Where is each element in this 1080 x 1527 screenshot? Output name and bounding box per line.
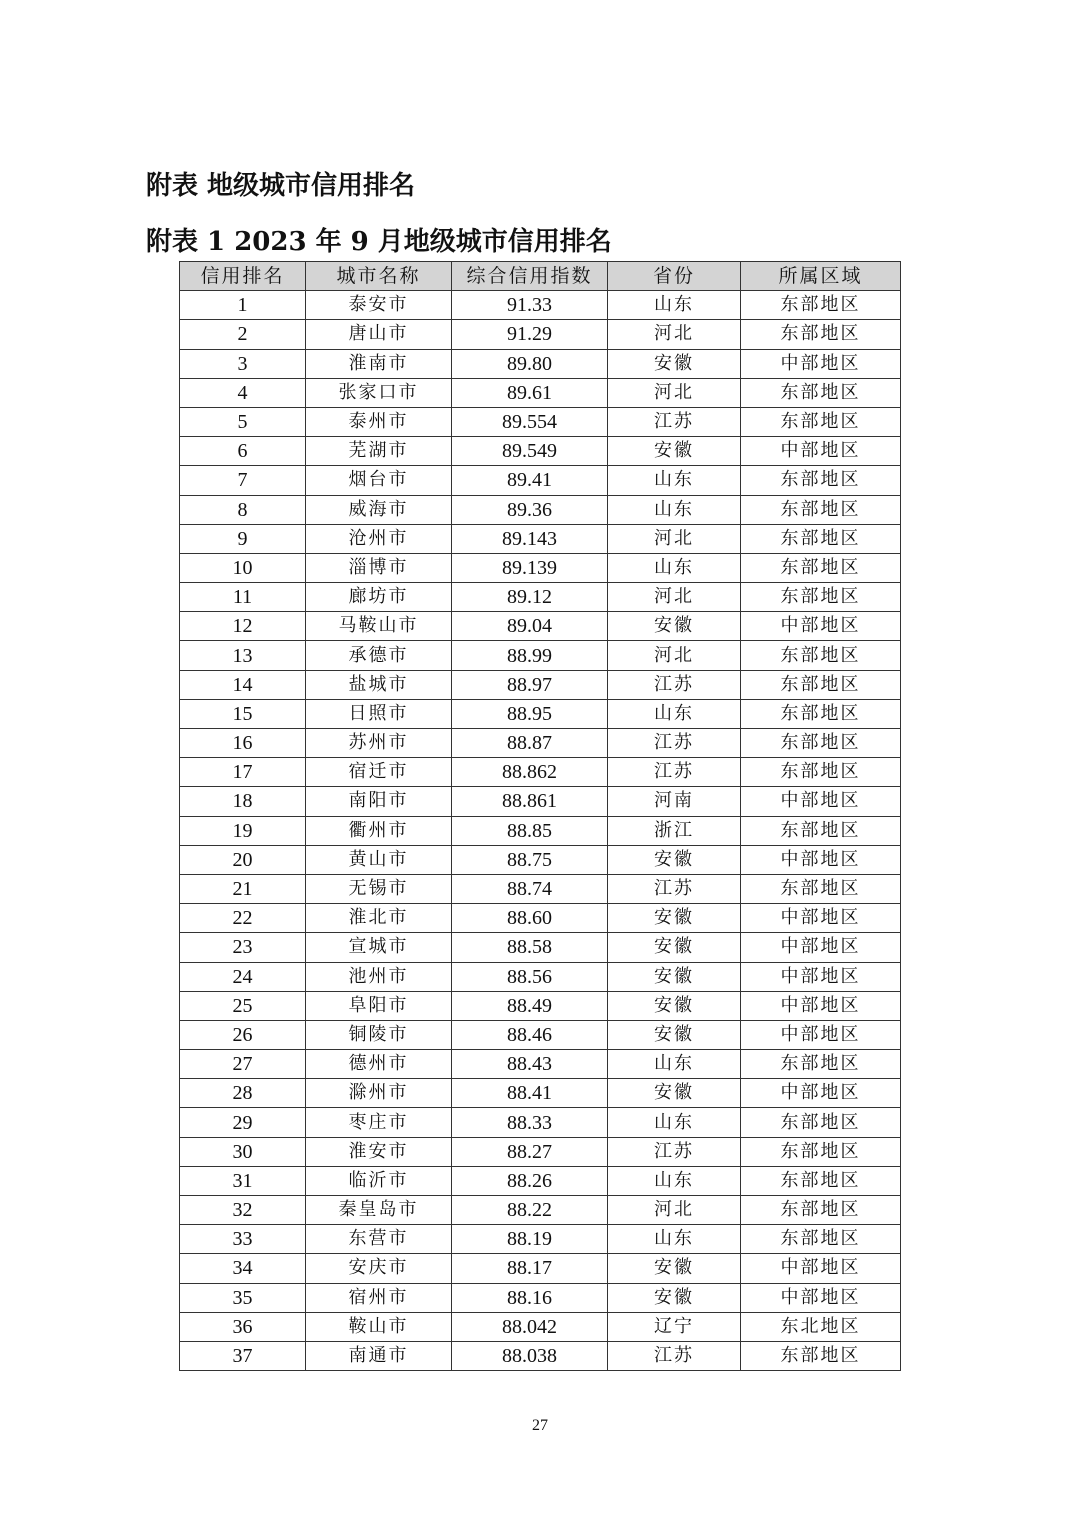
cell-rank: 4 <box>180 378 306 407</box>
cell-rank: 37 <box>180 1341 306 1370</box>
table-header-row <box>180 262 901 291</box>
cell-province: 江苏 <box>608 874 741 903</box>
cell-region: 东部地区 <box>741 1166 901 1195</box>
cell-city: 张家口市 <box>306 378 452 407</box>
cell-province: 江苏 <box>608 670 741 699</box>
cell-region: 中部地区 <box>741 1079 901 1108</box>
cell-rank: 26 <box>180 1020 306 1049</box>
table-row <box>180 962 901 991</box>
cell-index: 89.143 <box>452 524 608 553</box>
cell-province: 安徽 <box>608 1079 741 1108</box>
cell-province: 安徽 <box>608 349 741 378</box>
cell-city: 德州市 <box>306 1050 452 1079</box>
cell-province: 江苏 <box>608 1137 741 1166</box>
cell-city: 南通市 <box>306 1341 452 1370</box>
table-row <box>180 845 901 874</box>
table-row <box>180 699 901 728</box>
header-province: 省份 <box>608 262 741 291</box>
cell-rank: 30 <box>180 1137 306 1166</box>
cell-city: 南阳市 <box>306 787 452 816</box>
cell-index: 88.43 <box>452 1050 608 1079</box>
cell-region: 东部地区 <box>741 583 901 612</box>
cell-index: 88.87 <box>452 729 608 758</box>
cell-index: 88.74 <box>452 874 608 903</box>
cell-index: 88.22 <box>452 1196 608 1225</box>
table-row <box>180 1225 901 1254</box>
cell-city: 承德市 <box>306 641 452 670</box>
cell-index: 88.49 <box>452 991 608 1020</box>
table-row <box>180 524 901 553</box>
cell-index: 88.95 <box>452 699 608 728</box>
cell-province: 河北 <box>608 524 741 553</box>
cell-region: 东部地区 <box>741 291 901 320</box>
appendix-title: 附表 地级城市信用排名 <box>146 171 416 201</box>
cell-region: 中部地区 <box>741 1020 901 1049</box>
table-row <box>180 1020 901 1049</box>
cell-province: 江苏 <box>608 1341 741 1370</box>
cell-index: 89.80 <box>452 349 608 378</box>
cell-city: 宣城市 <box>306 933 452 962</box>
cell-city: 马鞍山市 <box>306 612 452 641</box>
cell-region: 东部地区 <box>741 1137 901 1166</box>
cell-rank: 10 <box>180 553 306 582</box>
cell-city: 廊坊市 <box>306 583 452 612</box>
table-row <box>180 670 901 699</box>
cell-rank: 20 <box>180 845 306 874</box>
table-row <box>180 1137 901 1166</box>
cell-province: 山东 <box>608 1108 741 1137</box>
cell-index: 88.862 <box>452 758 608 787</box>
table-row <box>180 1079 901 1108</box>
table-row <box>180 1196 901 1225</box>
cell-region: 中部地区 <box>741 904 901 933</box>
cell-rank: 18 <box>180 787 306 816</box>
table-row <box>180 437 901 466</box>
cell-index: 88.042 <box>452 1312 608 1341</box>
cell-province: 江苏 <box>608 729 741 758</box>
cell-city: 铜陵市 <box>306 1020 452 1049</box>
table-row <box>180 991 901 1020</box>
cell-city: 秦皇岛市 <box>306 1196 452 1225</box>
cell-rank: 32 <box>180 1196 306 1225</box>
cell-region: 中部地区 <box>741 612 901 641</box>
cell-rank: 15 <box>180 699 306 728</box>
cell-index: 89.554 <box>452 407 608 436</box>
page-number: 27 <box>532 1417 548 1434</box>
table-row <box>180 1283 901 1312</box>
table-row <box>180 612 901 641</box>
cell-city: 烟台市 <box>306 466 452 495</box>
cell-rank: 31 <box>180 1166 306 1195</box>
cell-rank: 3 <box>180 349 306 378</box>
cell-index: 88.27 <box>452 1137 608 1166</box>
cell-region: 中部地区 <box>741 962 901 991</box>
cell-index: 89.139 <box>452 553 608 582</box>
cell-region: 东部地区 <box>741 641 901 670</box>
cell-rank: 34 <box>180 1254 306 1283</box>
cell-rank: 11 <box>180 583 306 612</box>
table-row <box>180 291 901 320</box>
cell-city: 池州市 <box>306 962 452 991</box>
cell-region: 东北地区 <box>741 1312 901 1341</box>
header-city: 城市名称 <box>306 262 452 291</box>
cell-index: 88.85 <box>452 816 608 845</box>
cell-city: 鞍山市 <box>306 1312 452 1341</box>
cell-region: 东部地区 <box>741 1225 901 1254</box>
cell-region: 东部地区 <box>741 466 901 495</box>
cell-rank: 9 <box>180 524 306 553</box>
cell-region: 东部地区 <box>741 524 901 553</box>
cell-region: 东部地区 <box>741 699 901 728</box>
cell-city: 淮北市 <box>306 904 452 933</box>
cell-region: 中部地区 <box>741 845 901 874</box>
cell-rank: 8 <box>180 495 306 524</box>
cell-province: 安徽 <box>608 933 741 962</box>
cell-province: 山东 <box>608 495 741 524</box>
cell-province: 安徽 <box>608 991 741 1020</box>
cell-rank: 28 <box>180 1079 306 1108</box>
table-row <box>180 495 901 524</box>
cell-province: 安徽 <box>608 962 741 991</box>
cell-province: 山东 <box>608 1225 741 1254</box>
cell-rank: 14 <box>180 670 306 699</box>
cell-province: 江苏 <box>608 758 741 787</box>
cell-region: 东部地区 <box>741 553 901 582</box>
cell-rank: 24 <box>180 962 306 991</box>
cell-index: 88.16 <box>452 1283 608 1312</box>
cell-province: 安徽 <box>608 1020 741 1049</box>
table-row <box>180 1254 901 1283</box>
table-row <box>180 1166 901 1195</box>
table-row <box>180 320 901 349</box>
cell-rank: 1 <box>180 291 306 320</box>
cell-rank: 6 <box>180 437 306 466</box>
cell-index: 88.99 <box>452 641 608 670</box>
cell-city: 淮安市 <box>306 1137 452 1166</box>
table-row <box>180 729 901 758</box>
table-row <box>180 1108 901 1137</box>
table-row <box>180 349 901 378</box>
cell-region: 东部地区 <box>741 320 901 349</box>
table-row <box>180 816 901 845</box>
cell-province: 浙江 <box>608 816 741 845</box>
cell-city: 盐城市 <box>306 670 452 699</box>
cell-province: 山东 <box>608 1050 741 1079</box>
cell-rank: 2 <box>180 320 306 349</box>
cell-rank: 22 <box>180 904 306 933</box>
cell-region: 中部地区 <box>741 1254 901 1283</box>
cell-province: 河南 <box>608 787 741 816</box>
cell-index: 88.33 <box>452 1108 608 1137</box>
cell-province: 安徽 <box>608 612 741 641</box>
table-row <box>180 1312 901 1341</box>
cell-province: 安徽 <box>608 1254 741 1283</box>
cell-rank: 17 <box>180 758 306 787</box>
cell-region: 东部地区 <box>741 758 901 787</box>
cell-index: 88.861 <box>452 787 608 816</box>
cell-region: 东部地区 <box>741 1341 901 1370</box>
cell-city: 阜阳市 <box>306 991 452 1020</box>
table-row <box>180 1341 901 1370</box>
cell-city: 沧州市 <box>306 524 452 553</box>
cell-index: 89.04 <box>452 612 608 641</box>
cell-index: 88.17 <box>452 1254 608 1283</box>
cell-rank: 29 <box>180 1108 306 1137</box>
cell-region: 中部地区 <box>741 1283 901 1312</box>
cell-region: 东部地区 <box>741 378 901 407</box>
cell-rank: 13 <box>180 641 306 670</box>
cell-city: 滁州市 <box>306 1079 452 1108</box>
cell-region: 中部地区 <box>741 933 901 962</box>
cell-region: 东部地区 <box>741 407 901 436</box>
cell-index: 88.75 <box>452 845 608 874</box>
table-row <box>180 553 901 582</box>
cell-rank: 35 <box>180 1283 306 1312</box>
cell-index: 89.61 <box>452 378 608 407</box>
table-row <box>180 1050 901 1079</box>
cell-province: 山东 <box>608 466 741 495</box>
cell-rank: 27 <box>180 1050 306 1079</box>
cell-rank: 7 <box>180 466 306 495</box>
cell-region: 东部地区 <box>741 816 901 845</box>
cell-region: 中部地区 <box>741 349 901 378</box>
cell-rank: 25 <box>180 991 306 1020</box>
cell-city: 宿州市 <box>306 1283 452 1312</box>
cell-region: 东部地区 <box>741 495 901 524</box>
cell-rank: 5 <box>180 407 306 436</box>
cell-rank: 16 <box>180 729 306 758</box>
cell-index: 89.41 <box>452 466 608 495</box>
cell-index: 91.29 <box>452 320 608 349</box>
cell-index: 88.56 <box>452 962 608 991</box>
cell-rank: 21 <box>180 874 306 903</box>
table-row <box>180 933 901 962</box>
cell-index: 89.549 <box>452 437 608 466</box>
cell-province: 安徽 <box>608 904 741 933</box>
cell-city: 衢州市 <box>306 816 452 845</box>
cell-city: 淄博市 <box>306 553 452 582</box>
cell-index: 89.12 <box>452 583 608 612</box>
header-region: 所属区域 <box>741 262 901 291</box>
cell-index: 88.58 <box>452 933 608 962</box>
cell-index: 88.97 <box>452 670 608 699</box>
cell-region: 中部地区 <box>741 787 901 816</box>
table-row <box>180 904 901 933</box>
table-row <box>180 787 901 816</box>
cell-province: 安徽 <box>608 845 741 874</box>
table-row <box>180 407 901 436</box>
cell-index: 88.60 <box>452 904 608 933</box>
cell-region: 东部地区 <box>741 670 901 699</box>
table-row <box>180 641 901 670</box>
cell-city: 日照市 <box>306 699 452 728</box>
cell-index: 88.41 <box>452 1079 608 1108</box>
cell-rank: 33 <box>180 1225 306 1254</box>
cell-index: 89.36 <box>452 495 608 524</box>
cell-city: 唐山市 <box>306 320 452 349</box>
cell-rank: 23 <box>180 933 306 962</box>
cell-index: 88.26 <box>452 1166 608 1195</box>
cell-province: 安徽 <box>608 1283 741 1312</box>
cell-city: 淮南市 <box>306 349 452 378</box>
cell-city: 苏州市 <box>306 729 452 758</box>
cell-rank: 12 <box>180 612 306 641</box>
cell-region: 东部地区 <box>741 1108 901 1137</box>
cell-province: 河北 <box>608 1196 741 1225</box>
cell-city: 芜湖市 <box>306 437 452 466</box>
table-title: 附表 1 2023 年 9 月地级城市信用排名 <box>146 227 612 257</box>
cell-region: 中部地区 <box>741 991 901 1020</box>
cell-city: 东营市 <box>306 1225 452 1254</box>
cell-region: 中部地区 <box>741 437 901 466</box>
cell-index: 88.038 <box>452 1341 608 1370</box>
cell-city: 临沂市 <box>306 1166 452 1195</box>
table-row <box>180 583 901 612</box>
header-rank: 信用排名 <box>180 262 306 291</box>
cell-province: 山东 <box>608 553 741 582</box>
cell-province: 河北 <box>608 320 741 349</box>
cell-rank: 36 <box>180 1312 306 1341</box>
table-row <box>180 758 901 787</box>
cell-city: 泰安市 <box>306 291 452 320</box>
cell-province: 辽宁 <box>608 1312 741 1341</box>
cell-region: 东部地区 <box>741 1196 901 1225</box>
cell-city: 无锡市 <box>306 874 452 903</box>
table-row <box>180 378 901 407</box>
cell-region: 东部地区 <box>741 874 901 903</box>
cell-city: 宿迁市 <box>306 758 452 787</box>
cell-province: 河北 <box>608 641 741 670</box>
cell-city: 枣庄市 <box>306 1108 452 1137</box>
cell-province: 山东 <box>608 1166 741 1195</box>
cell-province: 河北 <box>608 378 741 407</box>
cell-index: 88.46 <box>452 1020 608 1049</box>
cell-city: 黄山市 <box>306 845 452 874</box>
table-row <box>180 874 901 903</box>
cell-province: 安徽 <box>608 437 741 466</box>
cell-city: 安庆市 <box>306 1254 452 1283</box>
cell-province: 江苏 <box>608 407 741 436</box>
cell-rank: 19 <box>180 816 306 845</box>
cell-region: 东部地区 <box>741 729 901 758</box>
cell-city: 泰州市 <box>306 407 452 436</box>
cell-province: 河北 <box>608 583 741 612</box>
cell-index: 88.19 <box>452 1225 608 1254</box>
table-body <box>180 291 901 1371</box>
table-row <box>180 466 901 495</box>
cell-province: 山东 <box>608 291 741 320</box>
cell-index: 91.33 <box>452 291 608 320</box>
header-index: 综合信用指数 <box>452 262 608 291</box>
credit-ranking-table <box>179 261 901 1371</box>
cell-province: 山东 <box>608 699 741 728</box>
cell-region: 东部地区 <box>741 1050 901 1079</box>
cell-city: 威海市 <box>306 495 452 524</box>
